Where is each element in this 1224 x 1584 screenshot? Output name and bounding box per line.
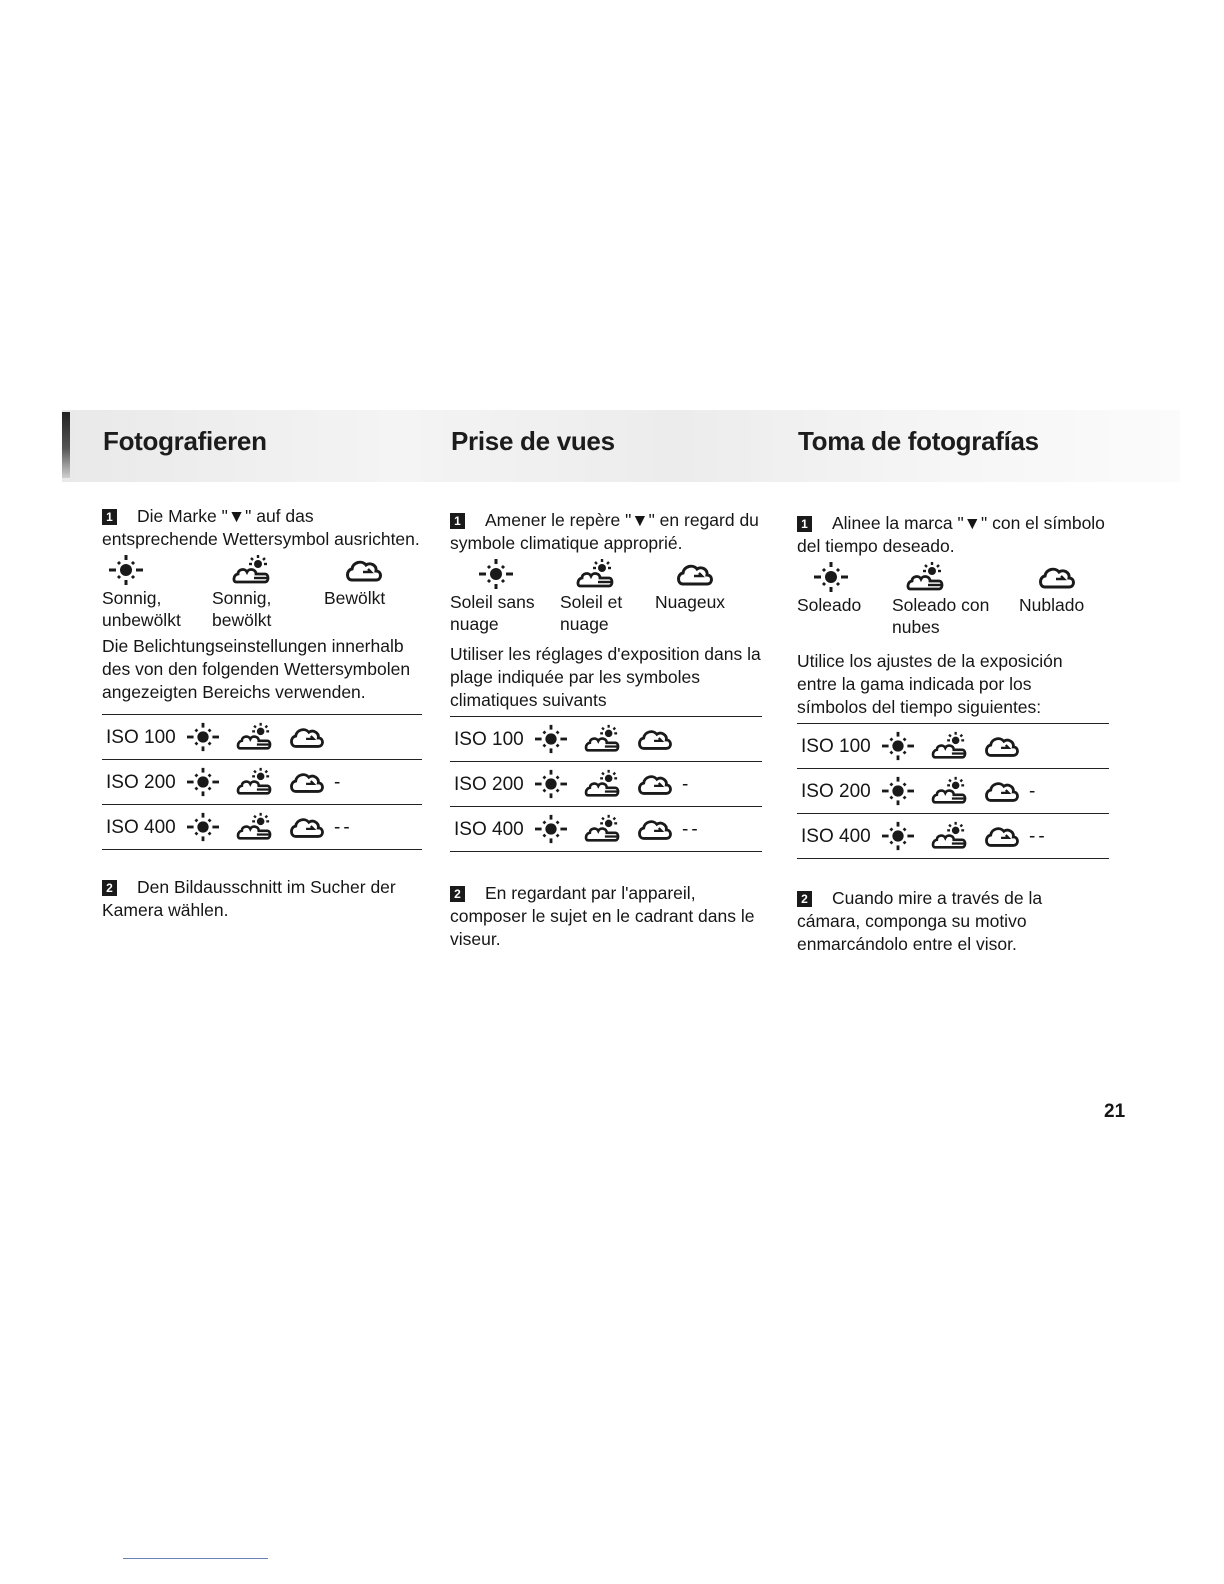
page-number: 21 bbox=[1104, 1101, 1126, 1122]
weather-option-sunny bbox=[102, 553, 206, 631]
sun-cloud-icon bbox=[931, 820, 969, 852]
iso-table bbox=[102, 714, 422, 850]
sun-cloud-icon bbox=[584, 723, 622, 755]
weather-label: Nublado bbox=[1019, 595, 1085, 615]
sun-cloud-icon bbox=[906, 560, 946, 594]
table-row bbox=[450, 807, 762, 852]
step-2-text: Den Bildausschnitt im Sucher der Kamera wählen. bbox=[102, 877, 396, 920]
sun-icon bbox=[184, 766, 222, 798]
iso-table bbox=[450, 716, 762, 852]
sun-cloud-icon bbox=[931, 730, 969, 762]
iso-label: ISO 200 bbox=[454, 773, 524, 795]
sun-icon bbox=[879, 820, 917, 852]
iso-label: ISO 100 bbox=[801, 735, 871, 757]
weather-legend bbox=[450, 557, 770, 634]
cloud-icon bbox=[288, 811, 326, 843]
sun-icon bbox=[106, 553, 146, 587]
weather-label: Sonnig, bewölkt bbox=[212, 588, 272, 630]
sun-cloud-icon bbox=[584, 813, 622, 845]
step-number-badge: 1 bbox=[102, 509, 117, 525]
table-row bbox=[102, 805, 422, 850]
sun-icon bbox=[532, 723, 570, 755]
exposure-offset: -- bbox=[682, 818, 701, 840]
step-2-text: En regardant par l'appareil, composer le sujet en le cadrant dans le viseur. bbox=[450, 883, 755, 949]
column-german bbox=[102, 505, 422, 922]
table-row bbox=[797, 769, 1109, 814]
exposure-offset: - bbox=[334, 771, 344, 793]
column-spanish bbox=[797, 512, 1117, 956]
column-title-french: Prise de vues bbox=[451, 426, 615, 456]
iso-table bbox=[797, 723, 1109, 859]
sun-icon bbox=[184, 811, 222, 843]
header-band-edge bbox=[62, 412, 70, 478]
table-row bbox=[102, 760, 422, 805]
exposure-instruction: Utiliser les réglages d'exposition dans la plage indiquée par les symboles climatiques suivants bbox=[450, 644, 761, 710]
step-number-badge: 2 bbox=[102, 880, 117, 896]
weather-label: Soleil et nuage bbox=[560, 592, 623, 634]
cloud-icon bbox=[983, 775, 1021, 807]
step-2 bbox=[102, 876, 422, 922]
sun-cloud-icon bbox=[931, 775, 969, 807]
sun-icon bbox=[811, 560, 851, 594]
step-2 bbox=[450, 882, 770, 951]
weather-option-sun-cloud bbox=[560, 557, 650, 635]
cloud-icon bbox=[636, 723, 674, 755]
step-1-text: Die Marke "▼" auf das entsprechende Wettersymbol ausrichten. bbox=[102, 506, 420, 549]
column-french bbox=[450, 509, 770, 951]
table-row bbox=[797, 724, 1109, 769]
cloud-icon bbox=[636, 768, 674, 800]
table-row bbox=[797, 814, 1109, 859]
step-number-badge: 2 bbox=[450, 886, 465, 902]
sun-cloud-icon bbox=[236, 721, 274, 753]
footer-rule bbox=[123, 1558, 268, 1559]
iso-label: ISO 200 bbox=[801, 780, 871, 802]
exposure-offset: - bbox=[1029, 780, 1039, 802]
exposure-offset: -- bbox=[1029, 825, 1048, 847]
sun-cloud-icon bbox=[232, 553, 272, 587]
step-1-text: Amener le repère "▼" en regard du symbole climatique approprié. bbox=[450, 510, 759, 553]
sun-icon bbox=[879, 775, 917, 807]
iso-label: ISO 400 bbox=[801, 825, 871, 847]
weather-legend bbox=[797, 560, 1117, 637]
iso-label: ISO 100 bbox=[106, 726, 176, 748]
weather-option-cloudy bbox=[1019, 560, 1084, 616]
step-number-badge: 1 bbox=[797, 516, 812, 532]
iso-label: ISO 200 bbox=[106, 771, 176, 793]
exposure-instruction: Die Belichtungseinstellungen innerhalb des von den folgenden Wettersymbolen angezeigten Bereichs verwenden. bbox=[102, 636, 411, 702]
cloud-icon bbox=[983, 820, 1021, 852]
iso-label: ISO 400 bbox=[454, 818, 524, 840]
weather-legend bbox=[102, 553, 422, 630]
step-2-text: Cuando mire a través de la cámara, componga su motivo enmarcándolo entre el visor. bbox=[797, 888, 1043, 954]
sun-icon bbox=[532, 813, 570, 845]
weather-option-sun-cloud bbox=[212, 553, 292, 631]
weather-label: Bewölkt bbox=[324, 588, 386, 608]
weather-label: Sonnig, unbewölkt bbox=[102, 588, 181, 630]
exposure-instruction: Utilice los ajustes de la exposición entre la gama indicada por los símbolos del tiempo siguientes: bbox=[797, 651, 1063, 717]
step-1 bbox=[102, 505, 422, 551]
column-title-spanish: Toma de fotografías bbox=[798, 426, 1039, 456]
sun-icon bbox=[184, 721, 222, 753]
sun-cloud-icon bbox=[236, 811, 274, 843]
weather-label: Soleil sans nuage bbox=[450, 592, 535, 634]
step-2 bbox=[797, 887, 1097, 956]
step-number-badge: 2 bbox=[797, 891, 812, 907]
step-number-badge: 1 bbox=[450, 513, 465, 529]
cloud-icon bbox=[636, 813, 674, 845]
weather-option-sun-cloud bbox=[892, 560, 1002, 638]
exposure-offset: -- bbox=[334, 816, 353, 838]
cloud-icon bbox=[983, 730, 1021, 762]
step-1-text: Alinee la marca "▼" con el símbolo del tiempo deseado. bbox=[797, 513, 1105, 556]
step-1 bbox=[797, 512, 1117, 558]
sun-cloud-icon bbox=[576, 557, 616, 591]
weather-option-cloudy bbox=[655, 557, 725, 613]
weather-option-sunny bbox=[797, 560, 889, 616]
cloud-icon bbox=[675, 557, 715, 591]
cloud-icon bbox=[344, 553, 384, 587]
weather-option-sunny bbox=[450, 557, 550, 635]
sun-icon bbox=[532, 768, 570, 800]
step-1 bbox=[450, 509, 770, 555]
sun-cloud-icon bbox=[236, 766, 274, 798]
sun-icon bbox=[476, 557, 516, 591]
table-row bbox=[102, 715, 422, 760]
sun-icon bbox=[879, 730, 917, 762]
cloud-icon bbox=[288, 766, 326, 798]
sun-cloud-icon bbox=[584, 768, 622, 800]
iso-label: ISO 100 bbox=[454, 728, 524, 750]
weather-option-cloudy bbox=[324, 553, 385, 609]
iso-label: ISO 400 bbox=[106, 816, 176, 838]
weather-label: Soleado con nubes bbox=[892, 595, 990, 637]
table-row bbox=[450, 717, 762, 762]
weather-label: Soleado bbox=[797, 595, 862, 615]
weather-label: Nuageux bbox=[655, 592, 726, 612]
column-title-german: Fotografieren bbox=[103, 426, 267, 456]
exposure-offset: - bbox=[682, 773, 692, 795]
cloud-icon bbox=[1037, 560, 1077, 594]
cloud-icon bbox=[288, 721, 326, 753]
table-row bbox=[450, 762, 762, 807]
